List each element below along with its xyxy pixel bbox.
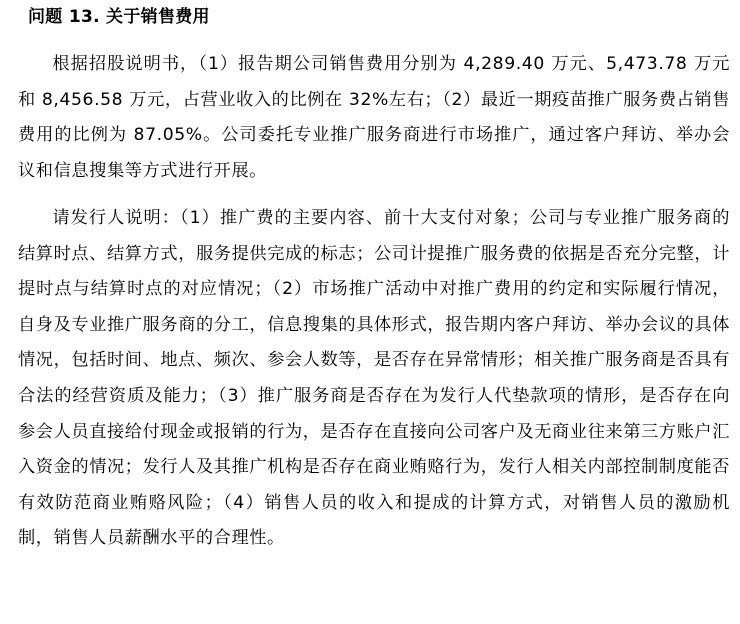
background-paragraph: 根据招股说明书，（1）报告期公司销售费用分别为 4,289.40 万元、5,473.78 万元和 8,456.58 万元，占营业收入的比例在 32%左右；（2）最近一期疫苗推广服务费占销售费用的比例为 87.05%。公司委托专业推广服务商进行市场推广，通过客户拜访、举办会议和信息搜集等方式进行开展。 xyxy=(18,54,730,181)
question-heading: 问题 13. 关于销售费用 xyxy=(28,7,210,27)
request-paragraph: 请发行人说明：（1）推广费的主要内容、前十大支付对象；公司与专业推广服务商的结算时点、结算方式，服务提供完成的标志；公司计提推广服务费的依据是否充分完整，计提时点与结算时点的对应情况；（2）市场推广活动中对推广费用的约定和实际履行情况，自身及专业推广服务商的分工，信息搜集的具体形式，报告期内客户拜访、举办会议的具体情况，包括时间、地点、频次、参会人数等，是否存在异常情形；相关推广服务商是否具有合法的经营资质及能力；（3）推广服务商是否存在为发行人代垫款项的情形，是否存在向参会人员直接给付现金或报销的行为，是否存在直接向公司客户及无商业往来第三方账户汇入资金的情况；发行人及其推广机构是否存在商业贿赂行为，发行人相关内部控制制度能否有效防范商业贿赂风险；（4）销售人员的收入和提成的计算方式，对销售人员的激励机制，销售人员薪酬水平的合理性。 xyxy=(18,208,730,549)
